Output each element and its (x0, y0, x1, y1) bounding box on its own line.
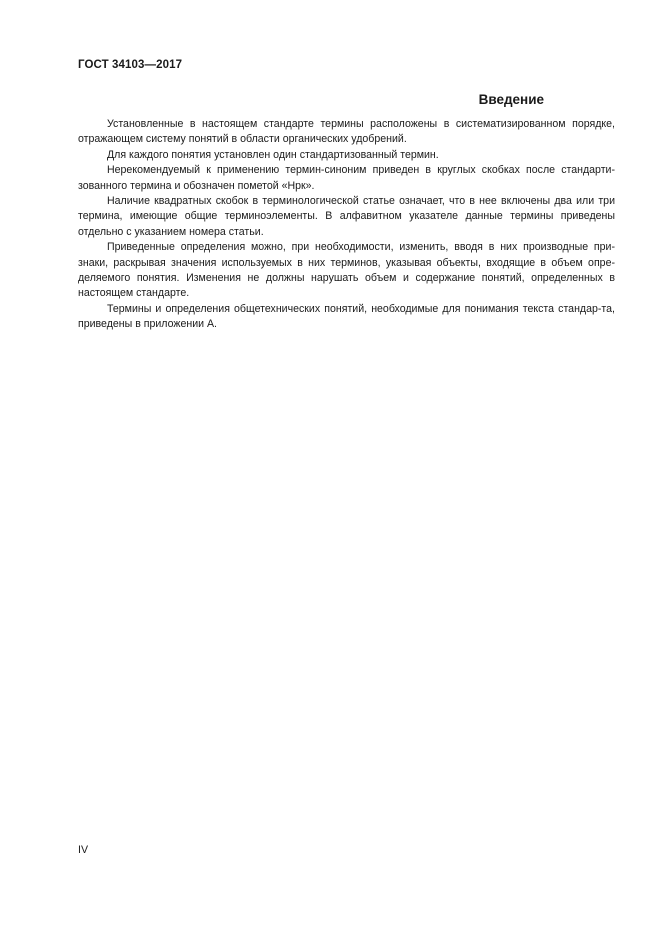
paragraph-definitions: Приведенные определения можно, при необходимости, изменить, вводя в них производные при-знаки, раскрывая значения используемых в них терминов, указывая объекты, входящие в объем опре-деляемого понятия. Изменения не должны нарушать объем и содержание понятий, определенных в настоящем стандарте. (78, 241, 615, 300)
paragraph-synonym: Нерекомендуемый к применению термин-синоним приведен в круглых скобках после стандарти-зованного термина и обозначен пометой «Нрк». (78, 164, 615, 192)
paragraph-appendix: Термины и определения общетехнических понятий, необходимые для понимания текста стандар-та, приведены в приложении А. (78, 302, 615, 331)
paragraph-standard-term: Для каждого понятия установлен один стандартизованный термин. (107, 148, 439, 161)
section-title-text: Введение (478, 92, 544, 107)
introduction-body (78, 117, 615, 333)
page-number: IV (78, 844, 89, 856)
section-title (78, 92, 584, 107)
paragraph-term-order: Установленные в настоящем стандарте термины расположены в систематизированном порядке, отражающем систему понятий в области органических удобрений. (78, 118, 615, 146)
paragraph-square-brackets: Наличие квадратных скобок в терминологической статье означает, что в нее включены два или три термина, имеющие общие терминоэлементы. В алфавитном указателе данные термины приведены отдельно с указанием номера статьи. (78, 195, 615, 238)
document-code: ГОСТ 34103—2017 (78, 59, 183, 71)
